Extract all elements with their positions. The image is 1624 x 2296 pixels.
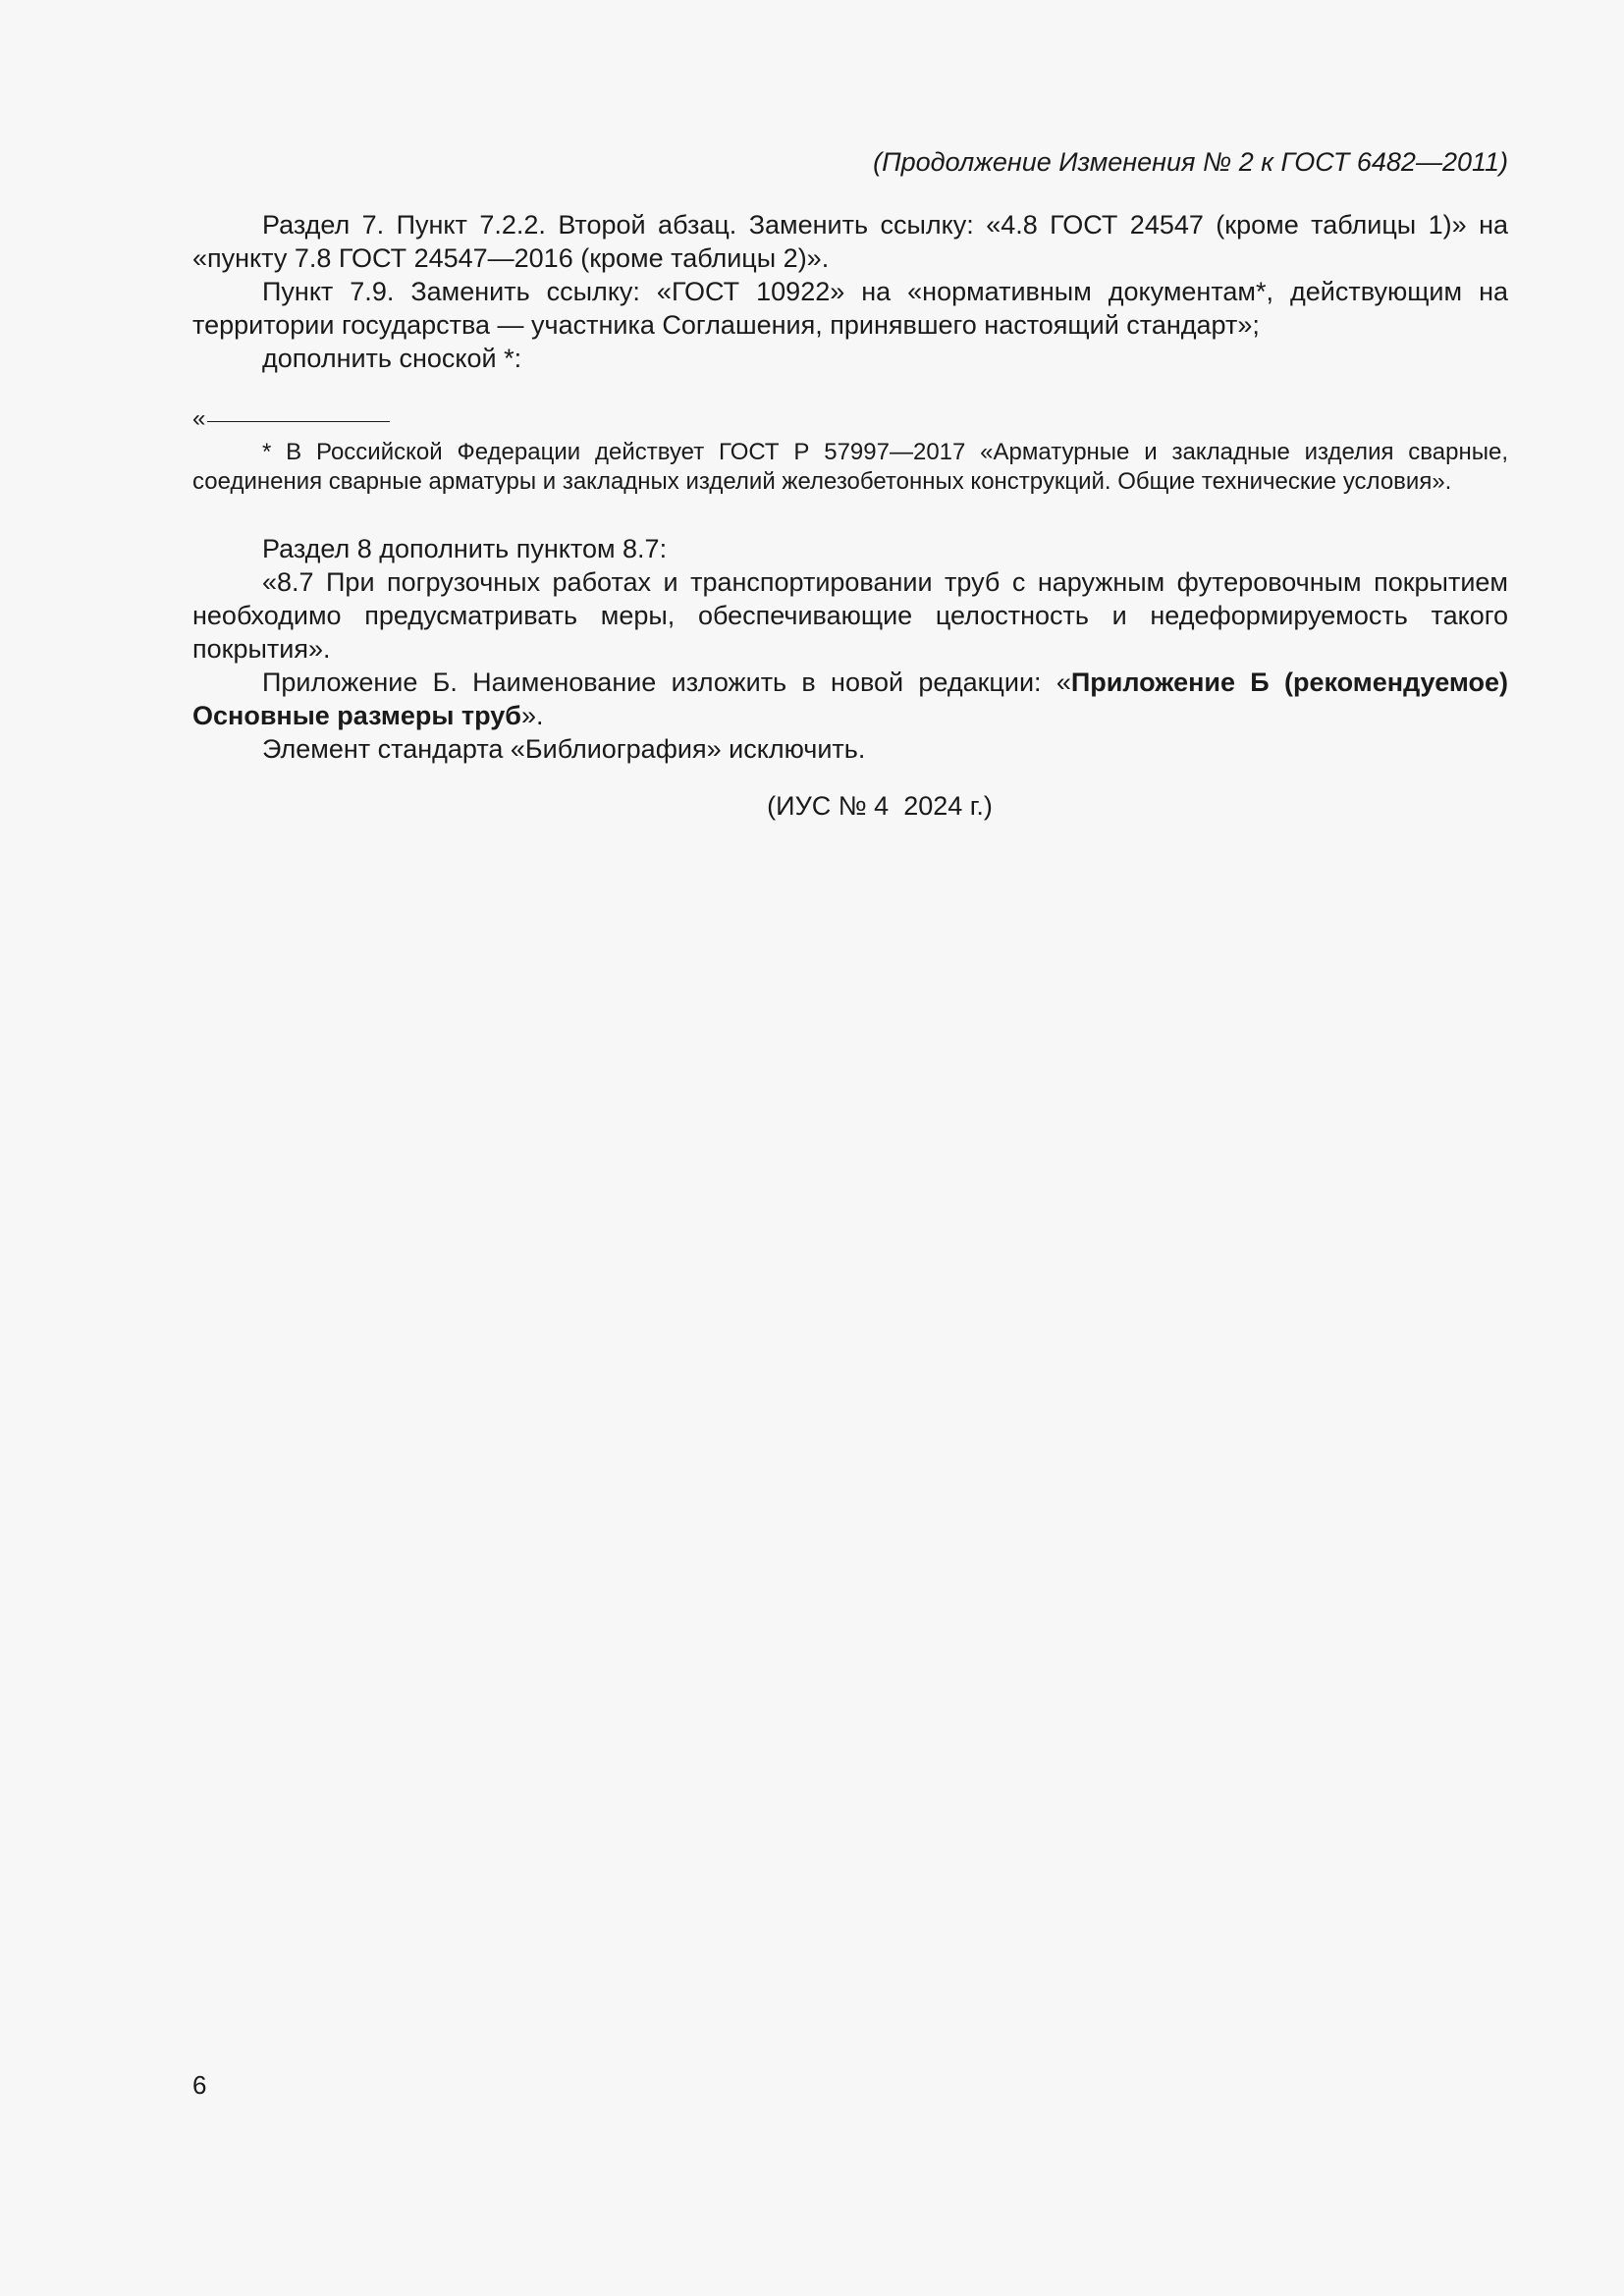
page-number: 6	[192, 2070, 207, 2100]
document-body	[192, 208, 1508, 823]
footnote-open-quote: «	[192, 405, 206, 432]
appendix-title-bold: Приложение Б (рекомендуемое) Основные размеры труб	[192, 667, 1508, 730]
continuation-header: (Продолжение Изменения № 2 к ГОСТ 6482—2011)	[873, 147, 1508, 177]
paragraph-item79: Пункт 7.9. Заменить ссылку: «ГОСТ 10922» на «нормативным документам*, действующим на территории государства — участника Соглашения, принявшего настоящий стандарт»;	[192, 277, 1508, 340]
footnote-block	[192, 404, 1508, 497]
footnote-rule	[207, 421, 390, 422]
paragraph-add-footnote: дополнить сноской *:	[262, 344, 522, 373]
section8-block	[192, 532, 1508, 823]
paragraph-section7-item722: Раздел 7. Пункт 7.2.2. Второй абзац. Заменить ссылку: «4.8 ГОСТ 24547 (кроме таблицы 1)» на «пункту 7.8 ГОСТ 24547—2016 (кроме таблицы 2)».	[192, 210, 1508, 273]
paragraph-section8: Раздел 8 дополнить пунктом 8.7:	[262, 534, 668, 563]
paragraph-item87: «8.7 При погрузочных работах и транспортировании труб с наружным футеровочным покрытием необходимо предусматривать меры, обеспечивающие целостность и недеформируемость такого покрытия».	[192, 567, 1508, 664]
paragraph-appendix-b	[192, 666, 1508, 732]
footnote-separator	[192, 404, 1508, 434]
footnote-text: * В Российской Федерации действует ГОСТ Р 57997—2017 «Арматурные и закладные изделия сварные, соединения сварные арматуры и закладных изделий железобетонных конструкций. Общие технические условия».	[192, 439, 1508, 495]
paragraph-bibliography: Элемент стандарта «Библиография» исключить.	[262, 734, 866, 764]
ius-reference: (ИУС № 4 2024 г.)	[767, 791, 993, 821]
appendix-prefix: Приложение Б. Наименование изложить в новой редакции: «	[262, 667, 1071, 697]
appendix-suffix: ».	[520, 701, 544, 730]
